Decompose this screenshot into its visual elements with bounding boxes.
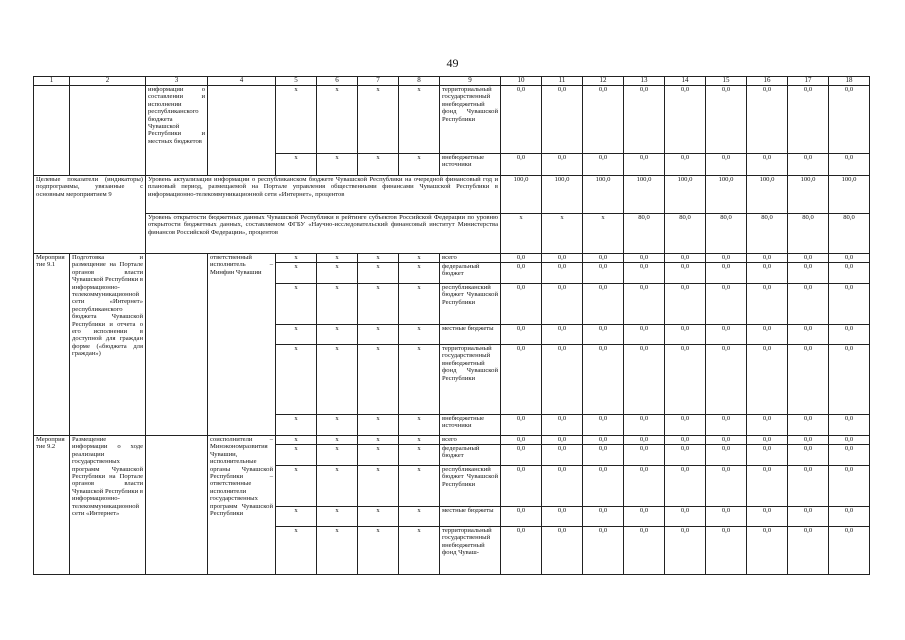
value-cell: 0,0	[583, 415, 624, 436]
value-cell: 0,0	[583, 466, 624, 507]
x-cell: x	[276, 445, 317, 466]
value-cell: 0,0	[747, 345, 788, 415]
x-cell: x	[399, 86, 440, 154]
value-cell: 0,0	[747, 284, 788, 325]
x-cell: x	[399, 154, 440, 176]
value-cell: 0,0	[829, 527, 870, 575]
x-cell: x	[358, 254, 399, 263]
x-cell: x	[399, 507, 440, 527]
value-cell: 0,0	[788, 527, 829, 575]
value-cell: 0,0	[583, 325, 624, 345]
value-cell: 0,0	[665, 507, 706, 527]
x-cell: x	[317, 436, 358, 445]
indicator-value: x	[542, 214, 583, 254]
value-cell: 0,0	[788, 345, 829, 415]
x-cell: x	[358, 436, 399, 445]
x-cell: x	[317, 445, 358, 466]
value-cell: 0,0	[501, 254, 542, 263]
x-cell: x	[399, 345, 440, 415]
value-cell: 0,0	[542, 284, 583, 325]
x-cell: x	[317, 466, 358, 507]
x-cell: x	[317, 507, 358, 527]
column-number: 14	[665, 77, 706, 86]
x-cell: x	[276, 345, 317, 415]
value-cell: 0,0	[665, 86, 706, 154]
value-cell: 0,0	[501, 86, 542, 154]
value-cell: 0,0	[665, 154, 706, 176]
value-cell: 0,0	[706, 507, 747, 527]
page-number: 49	[446, 56, 459, 70]
funding-source: внебюджетные источники	[440, 154, 501, 176]
funding-source: всего	[440, 436, 501, 445]
value-cell: 0,0	[788, 263, 829, 284]
funding-source: федеральный бюджет	[440, 263, 501, 284]
x-cell: x	[399, 263, 440, 284]
x-cell: x	[317, 325, 358, 345]
x-cell: x	[276, 254, 317, 263]
table-row	[34, 86, 870, 154]
column-number: 12	[583, 77, 624, 86]
x-cell: x	[358, 284, 399, 325]
value-cell: 0,0	[624, 154, 665, 176]
value-cell: 0,0	[829, 284, 870, 325]
value-cell: 0,0	[788, 254, 829, 263]
value-cell: 0,0	[624, 415, 665, 436]
x-cell: x	[399, 445, 440, 466]
x-cell: x	[358, 527, 399, 575]
value-cell: 0,0	[706, 284, 747, 325]
indicator-value: 100,0	[747, 176, 788, 214]
target-indicator-row	[34, 176, 870, 214]
value-cell: 0,0	[624, 527, 665, 575]
measure-label: Мероприятие 9.1	[34, 254, 70, 436]
indicator-value: 100,0	[542, 176, 583, 214]
value-cell: 0,0	[829, 415, 870, 436]
indicator-value: 100,0	[665, 176, 706, 214]
value-cell: 0,0	[788, 325, 829, 345]
value-cell: 0,0	[501, 345, 542, 415]
value-cell: 0,0	[624, 345, 665, 415]
value-cell: 0,0	[583, 154, 624, 176]
value-cell: 0,0	[706, 86, 747, 154]
value-cell: 0,0	[624, 466, 665, 507]
indicator-value: 100,0	[788, 176, 829, 214]
value-cell: 0,0	[788, 415, 829, 436]
value-cell: 0,0	[747, 325, 788, 345]
value-cell: 0,0	[501, 263, 542, 284]
value-cell: 0,0	[542, 415, 583, 436]
value-cell: 0,0	[788, 284, 829, 325]
column-number: 16	[747, 77, 788, 86]
value-cell: 0,0	[829, 154, 870, 176]
value-cell: 0,0	[788, 86, 829, 154]
x-cell: x	[358, 507, 399, 527]
value-cell: 0,0	[747, 436, 788, 445]
funding-source: федеральный бюджет	[440, 445, 501, 466]
empty-cell	[70, 86, 146, 176]
value-cell: 0,0	[747, 86, 788, 154]
value-cell: 0,0	[542, 254, 583, 263]
column-number: 3	[146, 77, 208, 86]
value-cell: 0,0	[665, 445, 706, 466]
value-cell: 0,0	[624, 445, 665, 466]
executor: соисполнители – Минэкономразвития Чувашии, исполнительные органы Чувашской Республики – ответственные исполнители государственных программ Чувашской Республики	[208, 436, 276, 575]
x-cell: x	[276, 154, 317, 176]
x-cell: x	[276, 466, 317, 507]
indicator-value: 100,0	[501, 176, 542, 214]
value-cell: 0,0	[665, 254, 706, 263]
value-cell: 0,0	[706, 436, 747, 445]
x-cell: x	[317, 154, 358, 176]
x-cell: x	[276, 527, 317, 575]
indicator-value: 80,0	[665, 214, 706, 254]
value-cell: 0,0	[747, 445, 788, 466]
executor: ответственный исполнитель – Минфин Чувашии	[208, 254, 276, 436]
column-number: 9	[440, 77, 501, 86]
value-cell: 0,0	[542, 527, 583, 575]
value-cell: 0,0	[665, 345, 706, 415]
x-cell: x	[317, 263, 358, 284]
value-cell: 0,0	[583, 254, 624, 263]
value-cell: 0,0	[788, 436, 829, 445]
value-cell: 0,0	[501, 284, 542, 325]
value-cell: 0,0	[788, 445, 829, 466]
funding-source: местные бюджеты	[440, 325, 501, 345]
indicator-value: 100,0	[583, 176, 624, 214]
x-cell: x	[399, 254, 440, 263]
value-cell: 0,0	[747, 527, 788, 575]
x-cell: x	[317, 527, 358, 575]
value-cell: 0,0	[665, 263, 706, 284]
value-cell: 0,0	[501, 466, 542, 507]
funding-source: всего	[440, 254, 501, 263]
funding-source: внебюджетные источники	[440, 415, 501, 436]
target-indicators-label: Целевые показатели (индикаторы) подпрограммы, увязанные с основным мероприятием 9	[34, 176, 146, 254]
value-cell: 0,0	[501, 415, 542, 436]
value-cell: 0,0	[624, 86, 665, 154]
value-cell: 0,0	[542, 325, 583, 345]
value-cell: 0,0	[583, 86, 624, 154]
indicator-value: 80,0	[706, 214, 747, 254]
indicator-text: Уровень актуализации информации о республиканском бюджете Чувашской Республики на очередной финансовый год и плановый период, размещаемой на Портале управления общественными финансами Чувашской Республики в информационно-телекоммуникационной сети «Интернет», процентов	[146, 176, 501, 214]
funding-source: республиканский бюджет Чувашской Республики	[440, 284, 501, 325]
target-indicator-row	[34, 214, 870, 254]
value-cell: 0,0	[624, 325, 665, 345]
measure-col3	[146, 254, 208, 436]
column-number: 10	[501, 77, 542, 86]
value-cell: 0,0	[542, 345, 583, 415]
x-cell: x	[399, 436, 440, 445]
table-row	[34, 436, 870, 445]
value-cell: 0,0	[583, 345, 624, 415]
value-cell: 0,0	[542, 263, 583, 284]
value-cell: 0,0	[829, 345, 870, 415]
x-cell: x	[276, 415, 317, 436]
value-cell: 0,0	[665, 466, 706, 507]
x-cell: x	[276, 325, 317, 345]
value-cell: 0,0	[583, 436, 624, 445]
column-number: 2	[70, 77, 146, 86]
x-cell: x	[399, 284, 440, 325]
x-cell: x	[358, 345, 399, 415]
value-cell: 0,0	[624, 436, 665, 445]
value-cell: 0,0	[542, 86, 583, 154]
value-cell: 0,0	[665, 436, 706, 445]
x-cell: x	[399, 415, 440, 436]
column-number: 18	[829, 77, 870, 86]
value-cell: 0,0	[542, 466, 583, 507]
value-cell: 0,0	[624, 284, 665, 325]
x-cell: x	[399, 466, 440, 507]
value-cell: 0,0	[665, 284, 706, 325]
value-cell: 0,0	[501, 507, 542, 527]
column-number: 1	[34, 77, 70, 86]
value-cell: 0,0	[829, 466, 870, 507]
value-cell: 0,0	[624, 254, 665, 263]
measure-label: Мероприятие 9.2	[34, 436, 70, 575]
x-cell: x	[276, 284, 317, 325]
column-number: 17	[788, 77, 829, 86]
x-cell: x	[276, 436, 317, 445]
value-cell: 0,0	[706, 445, 747, 466]
table-row	[34, 254, 870, 263]
indicator-value: 80,0	[747, 214, 788, 254]
indicator-value: x	[583, 214, 624, 254]
value-cell: 0,0	[542, 436, 583, 445]
x-cell: x	[358, 466, 399, 507]
funding-source: территориальный государственный внебюджетный фонд Чувашской Республики	[440, 86, 501, 154]
value-cell: 0,0	[747, 507, 788, 527]
value-cell: 0,0	[829, 436, 870, 445]
value-cell: 0,0	[829, 86, 870, 154]
x-cell: x	[358, 86, 399, 154]
indicator-value: 100,0	[829, 176, 870, 214]
value-cell: 0,0	[747, 466, 788, 507]
value-cell: 0,0	[706, 325, 747, 345]
column-number: 4	[208, 77, 276, 86]
measure-name: Подготовка и размещение на Портале органов власти Чувашской Республики в информационно-телекоммуникационной сети «Интернет» республиканского бюджета Чувашской Республики и отчета о его исполнении в доступной для граждан форме («бюджета для граждан»)	[70, 254, 146, 436]
funding-source: республиканский бюджет Чувашской Республики	[440, 466, 501, 507]
value-cell: 0,0	[829, 445, 870, 466]
value-cell: 0,0	[788, 154, 829, 176]
indicator-text: Уровень открытости бюджетных данных Чувашской Республики в рейтинге субъектов Российской Федерации по уровню открытости бюджетных данных, составляемом ФГБУ «Научно-исследовательский финансовый институт Министерства финансов Российской Федерации», процентов	[146, 214, 501, 254]
value-cell: 0,0	[747, 154, 788, 176]
x-cell: x	[276, 86, 317, 154]
x-cell: x	[358, 325, 399, 345]
value-cell: 0,0	[501, 154, 542, 176]
value-cell: 0,0	[501, 436, 542, 445]
value-cell: 0,0	[706, 254, 747, 263]
column-number: 5	[276, 77, 317, 86]
measure-col3	[146, 436, 208, 575]
x-cell: x	[317, 254, 358, 263]
x-cell: x	[276, 263, 317, 284]
budget-table	[33, 76, 870, 575]
x-cell: x	[317, 415, 358, 436]
value-cell: 0,0	[583, 527, 624, 575]
x-cell: x	[358, 154, 399, 176]
column-number: 15	[706, 77, 747, 86]
indicator-value: 80,0	[788, 214, 829, 254]
indicator-value: 80,0	[624, 214, 665, 254]
value-cell: 0,0	[706, 415, 747, 436]
value-cell: 0,0	[788, 507, 829, 527]
value-cell: 0,0	[829, 263, 870, 284]
value-cell: 0,0	[665, 527, 706, 575]
x-cell: x	[358, 415, 399, 436]
x-cell: x	[399, 527, 440, 575]
value-cell: 0,0	[747, 254, 788, 263]
column-number: 6	[317, 77, 358, 86]
value-cell: 0,0	[583, 284, 624, 325]
value-cell: 0,0	[542, 445, 583, 466]
value-cell: 0,0	[583, 507, 624, 527]
column-number: 7	[358, 77, 399, 86]
column-number-row	[34, 77, 870, 86]
indicator-value: 100,0	[624, 176, 665, 214]
measure-detail: информации о составлении и исполнении республиканского бюджета Чувашской Республики и местных бюджетов	[146, 86, 208, 176]
value-cell: 0,0	[747, 263, 788, 284]
value-cell: 0,0	[747, 415, 788, 436]
funding-source: территориальный государственный внебюджетный фонд Чуваш-	[440, 527, 501, 575]
column-number: 11	[542, 77, 583, 86]
indicator-value: 100,0	[706, 176, 747, 214]
value-cell: 0,0	[501, 445, 542, 466]
value-cell: 0,0	[829, 254, 870, 263]
funding-source: местные бюджеты	[440, 507, 501, 527]
x-cell: x	[399, 325, 440, 345]
x-cell: x	[317, 86, 358, 154]
value-cell: 0,0	[788, 466, 829, 507]
value-cell: 0,0	[583, 263, 624, 284]
value-cell: 0,0	[706, 466, 747, 507]
empty-cell	[34, 86, 70, 176]
x-cell: x	[317, 284, 358, 325]
value-cell: 0,0	[542, 154, 583, 176]
value-cell: 0,0	[706, 154, 747, 176]
indicator-value: x	[501, 214, 542, 254]
value-cell: 0,0	[542, 507, 583, 527]
x-cell: x	[317, 345, 358, 415]
measure-name: Размещение информации о ходе реализации государственных программ Чувашской Республики на Портале органов власти Чувашской Республики в информационно-телекоммуникационной сети «Интернет»	[70, 436, 146, 575]
x-cell: x	[276, 507, 317, 527]
value-cell: 0,0	[501, 527, 542, 575]
funding-source: территориальный государственный внебюджетный фонд Чувашской Республики	[440, 345, 501, 415]
column-number: 8	[399, 77, 440, 86]
value-cell: 0,0	[706, 263, 747, 284]
value-cell: 0,0	[583, 445, 624, 466]
value-cell: 0,0	[624, 507, 665, 527]
value-cell: 0,0	[829, 325, 870, 345]
x-cell: x	[358, 445, 399, 466]
value-cell: 0,0	[665, 415, 706, 436]
x-cell: x	[358, 263, 399, 284]
empty-cell	[208, 86, 276, 176]
value-cell: 0,0	[706, 345, 747, 415]
value-cell: 0,0	[665, 325, 706, 345]
value-cell: 0,0	[829, 507, 870, 527]
indicator-value: 80,0	[829, 214, 870, 254]
value-cell: 0,0	[706, 527, 747, 575]
column-number: 13	[624, 77, 665, 86]
value-cell: 0,0	[501, 325, 542, 345]
value-cell: 0,0	[624, 263, 665, 284]
